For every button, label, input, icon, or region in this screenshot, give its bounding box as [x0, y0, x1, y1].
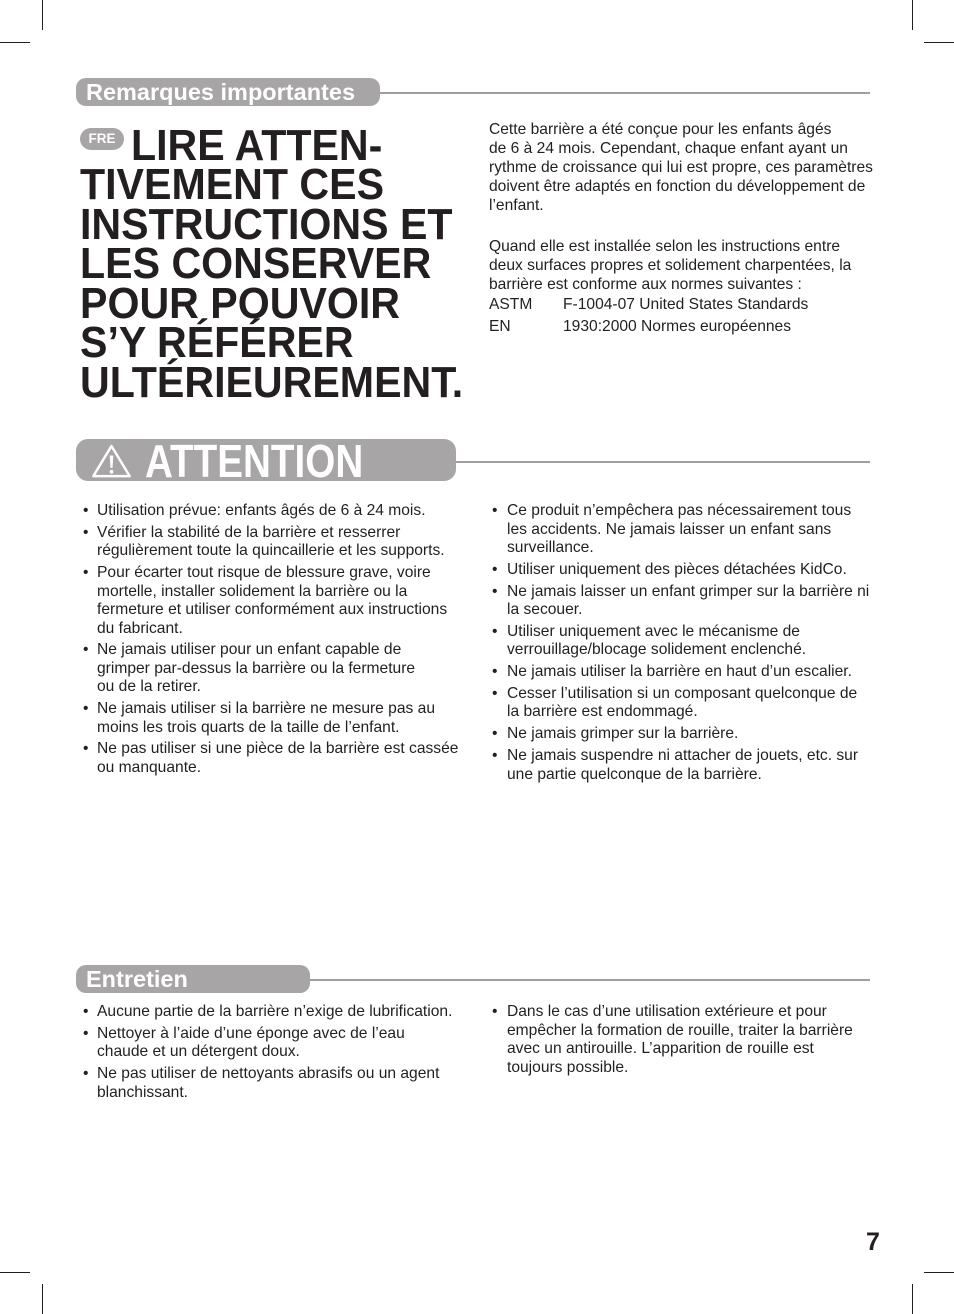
list-item: • Nettoyer à l’aide d’une éponge avec de l’eau chaude et un détergent doux.: [80, 1025, 480, 1062]
title-line: INSTRUCTIONS ET: [80, 199, 453, 249]
list-item: • Utiliser uniquement des pièces détachées KidCo.: [489, 561, 899, 580]
section-header-entretien-rule: [310, 979, 870, 981]
list-item: • Ne jamais utiliser la barrière en haut d’un escalier.: [489, 663, 899, 682]
list-item: • Ne pas utiliser si une pièce de la barrière est cassée ou manquante.: [80, 740, 480, 777]
section-header-remarques: [76, 78, 380, 106]
section-header-remarques-rule: [380, 92, 870, 94]
crop-mark-top-right-horizontal: [924, 42, 954, 43]
page-number: 7: [866, 1228, 880, 1256]
standard-value: F-1004-07 United States Standards: [563, 296, 809, 313]
section-header-entretien: [76, 965, 310, 993]
title-line: LES CONSERVER: [80, 239, 432, 288]
list-item: • Vérifier la stabilité de la barrière et resserrer régulièrement toute la quincaillerie et les supports.: [80, 524, 480, 561]
list-item: • Ne jamais utiliser pour un enfant capable de grimper par-dessus la barrière ou la fermeture ou de la retirer.: [80, 641, 480, 697]
list-item: • Aucune partie de la barrière n’exige de lubrification.: [80, 1003, 480, 1022]
list-item: • Ne jamais utiliser si la barrière ne mesure pas au moins les trois quarts de la taille de l’enfant.: [80, 700, 480, 737]
entretien-list-right: [489, 1003, 899, 1080]
attention-list-right: [489, 502, 899, 787]
crop-mark-top-right-vertical: [912, 0, 913, 30]
language-badge-label: FRE: [88, 131, 116, 146]
list-item: • Ne pas utiliser de nettoyants abrasifs ou un agent blanchissant.: [80, 1065, 480, 1102]
page-title: [80, 120, 464, 407]
list-item: • Utiliser uniquement avec le mécanisme de verrouillage/blocage solidement enclenché.: [489, 623, 899, 660]
crop-mark-top-left-horizontal: [0, 42, 30, 43]
list-item: • Pour écarter tout risque de blessure grave, voire mortelle, installer solidement la barrière ou la fermeture et utiliser conformément aux instructions du fabricant.: [80, 564, 480, 638]
section-header-attention-rule: [456, 461, 870, 463]
standard-label: EN: [489, 317, 511, 335]
section-header-attention: [76, 435, 456, 487]
intro-text: [489, 120, 899, 337]
crop-mark-bottom-right-vertical: [912, 1284, 913, 1314]
title-line: TIVEMENT CES: [80, 160, 385, 209]
list-item: • Ne jamais laisser un enfant grimper sur la barrière ni la secouer.: [489, 583, 899, 620]
crop-mark-bottom-left-horizontal: [0, 1272, 30, 1273]
crop-mark-bottom-right-horizontal: [924, 1272, 954, 1273]
section-header-remarques-label: Remarques importantes: [86, 79, 356, 105]
list-item: • Ne jamais grimper sur la barrière.: [489, 725, 899, 744]
entretien-list-left: [80, 1003, 480, 1105]
list-item: • Ce produit n’empêchera pas nécessairement tous les accidents. Ne jamais laisser un enfant sans surveillance.: [489, 502, 899, 558]
intro-paragraph: Quand elle est installée selon les instructions entre deux surfaces propres et solidement charpentées, la barrière est conforme aux normes suivantes :: [489, 238, 852, 293]
crop-mark-top-left-vertical: [42, 0, 43, 30]
section-header-entretien-label: Entretien: [86, 966, 188, 992]
title-line: LIRE ATTEN-: [130, 120, 383, 170]
list-item: • Cesser l’utilisation si un composant quelconque de la barrière est endommagé.: [489, 685, 899, 722]
intro-paragraph: Cette barrière a été conçue pour les enfants âgés de 6 à 24 mois. Cependant, chaque enfant ayant un rythme de croissance qui lui est propre, ces paramètres doivent être adaptés en fonction du développement de l’enfant.: [489, 121, 873, 214]
warning-triangle-icon: [90, 443, 133, 479]
standard-value: 1930:2000 Normes européennes: [563, 317, 792, 335]
standard-row: [489, 316, 899, 338]
title-line: S’Y RÉFÉRER: [80, 318, 354, 367]
list-item: • Ne jamais suspendre ni attacher de jouets, etc. sur une partie quelconque de la barrière.: [489, 747, 899, 784]
title-line: POUR POUVOIR: [80, 278, 401, 328]
standard-label: ASTM: [489, 296, 533, 313]
attention-list-left: [80, 502, 480, 781]
title-line: ULTÉRIEUREMENT.: [80, 357, 464, 407]
standard-row: [489, 294, 899, 316]
section-header-attention-label: ATTENTION: [145, 435, 364, 487]
list-item: • Dans le cas d’une utilisation extérieure et pour empêcher la formation de rouille, traiter la barrière avec un antirouille. L’apparition de rouille est toujours possible.: [489, 1003, 899, 1077]
crop-mark-bottom-left-vertical: [42, 1284, 43, 1314]
list-item: • Utilisation prévue: enfants âgés de 6 à 24 mois.: [80, 502, 480, 521]
